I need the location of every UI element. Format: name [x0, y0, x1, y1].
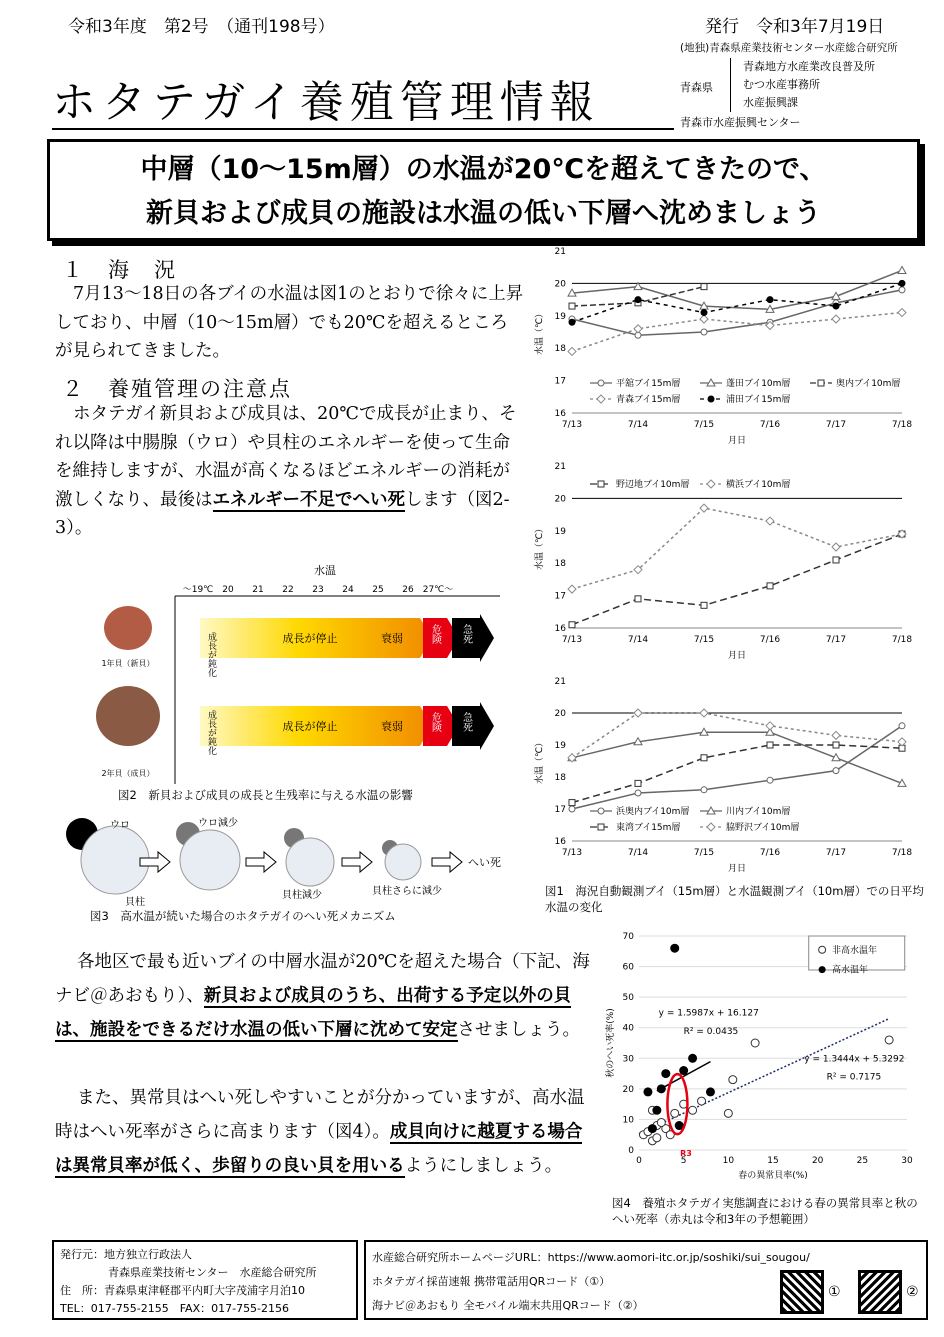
page-title: ホタテガイ養殖管理情報 [52, 77, 600, 128]
footer-links [364, 1240, 928, 1320]
x-tick-label: 7/13 [561, 848, 583, 858]
section2-heading: ２ 養殖管理の注意点 [62, 377, 292, 401]
y-tick-label: 16 [554, 837, 566, 847]
fig2-row-label: 1年貝（新貝） [101, 659, 155, 668]
data-point [818, 380, 824, 386]
qr-label-2: 海ナビ＠あおもり 全モバイル端末共用QRコード（②） [372, 1299, 644, 1312]
x-tick-label: 7/14 [627, 848, 649, 858]
fig2-weak-label: 衰弱 [381, 720, 403, 733]
title-rule [52, 128, 674, 130]
data-point [706, 1087, 715, 1096]
x-tick-label: 7/18 [891, 635, 913, 645]
series-line [572, 732, 902, 783]
fig2-scale-tick: 〜19℃ [182, 585, 214, 595]
para4-text-b: ようにしましょう。 [404, 1156, 563, 1176]
legend-label: 横浜ブイ10m層 [726, 480, 791, 490]
legend-label: 高水温年 [831, 965, 868, 976]
y-axis-label: 水温（℃） [535, 737, 545, 785]
issue-number: 令和3年度 第2号 （通刊198号） [68, 17, 335, 37]
data-point [657, 1118, 665, 1126]
y-tick-label: 70 [622, 932, 634, 942]
data-point [635, 790, 641, 796]
data-point [661, 1069, 670, 1078]
y-tick-label: 16 [554, 409, 566, 419]
fig3-label: へい死 [468, 856, 501, 869]
data-point [766, 722, 774, 730]
legend-label: 平舘ブイ15m層 [616, 379, 681, 389]
data-point [688, 1054, 697, 1063]
fig3-label: 貝柱 [125, 897, 145, 908]
org-prefecture: 青森県 [680, 81, 713, 94]
y-tick-label: 20 [554, 494, 566, 505]
arrow-icon [246, 852, 276, 872]
legend-label: 東湾ブイ15m層 [616, 823, 681, 833]
fig4-chart [605, 922, 925, 1190]
data-point [634, 325, 642, 333]
data-point [701, 329, 707, 335]
legend-label: 青森ブイ15m層 [616, 395, 681, 405]
para4 [55, 1081, 595, 1183]
y-tick-label: 30 [622, 1054, 634, 1065]
adductor-icon [81, 826, 149, 894]
para3-text-a: 各地区で最も近いブイの中層水温が20℃を超えた場合（下記、海ナビ＠あおもり）、 [55, 952, 590, 1006]
x-tick-label: 5 [680, 1156, 687, 1166]
data-point [648, 1124, 657, 1133]
fig2-stop-label: 成長が停止 [282, 632, 338, 645]
legend-label: 浦田ブイ15m層 [726, 395, 791, 405]
x-tick-label: 7/15 [693, 420, 715, 430]
data-point [708, 396, 714, 402]
x-tick-label: 7/16 [759, 635, 781, 645]
data-point [700, 315, 708, 323]
scallop-1yr-image [104, 606, 152, 650]
x-tick-label: 10 [722, 1156, 735, 1166]
data-point [671, 1109, 679, 1117]
data-point [652, 1106, 661, 1115]
section1-heading: １ 海 況 [62, 258, 177, 282]
x-tick-label: 7/17 [825, 635, 847, 645]
qr-number-1: ① [828, 1284, 841, 1300]
section1-text: 7月13〜18日の各ブイの水温は図1のとおりで徐々に上昇しており、中層（10〜15m層）でも20℃を超えるところが見られてきました。 [55, 284, 524, 361]
homepage-link[interactable]: 水産総合研究所ホームページURL：https://www.aomori-itc.or.jp/soshiki/sui_sougou/ [372, 1251, 810, 1264]
x-tick-label: 7/16 [759, 420, 781, 430]
data-point [899, 287, 905, 293]
issue-date: 発行 令和3年7月19日 [705, 17, 885, 37]
data-point [598, 481, 604, 487]
series-line [572, 726, 902, 809]
data-point [670, 944, 679, 953]
data-point [598, 380, 604, 386]
legend-label: 脇野沢ブイ10m層 [726, 823, 800, 833]
r2-normal: R² = 0.7175 [826, 1072, 882, 1083]
fig2-slow-label: 成長が鈍化 [206, 710, 216, 755]
data-point [700, 709, 708, 717]
data-point [701, 602, 707, 608]
org-item: むつ水産事務所 [743, 78, 820, 91]
data-point [700, 504, 708, 512]
headline-line2: 新貝および成貝の施設は水温の低い下層へ沈めましょう [146, 198, 821, 229]
fig1-caption: 図1 海況自動観測ブイ（15m層）と水温観測ブイ（10m層）での日平均水温の変化 [545, 884, 924, 914]
data-point [569, 319, 575, 325]
data-point [899, 280, 905, 286]
data-point [767, 297, 773, 303]
fig2-scale-tick: 20 [222, 585, 234, 595]
fig2-row-2 [96, 686, 494, 778]
legend-label: 蓬田ブイ10m層 [726, 379, 791, 389]
series-line [572, 508, 902, 589]
footer-line: 発行元：地方独立行政法人 [60, 1248, 192, 1261]
fig2-caption: 図2 新貝および成貝の成長と生残率に与える水温の影響 [118, 788, 413, 802]
y-tick-label: 10 [622, 1115, 634, 1126]
data-point [885, 1036, 893, 1044]
y-tick-label: 16 [554, 624, 566, 634]
data-point [679, 1066, 688, 1075]
fig2-scale-tick: 23 [312, 585, 324, 595]
x-axis-label: 月日 [727, 651, 747, 661]
x-tick-label: 7/18 [891, 420, 913, 430]
x-tick-label: 0 [636, 1156, 642, 1166]
fig3-caption: 図3 高水温が続いた場合のホタテガイのへい死メカニズム [90, 909, 396, 923]
x-tick-label: 7/15 [693, 635, 715, 645]
x-tick-label: 30 [901, 1156, 913, 1166]
y-tick-label: 18 [554, 773, 566, 783]
data-point [832, 315, 840, 323]
qr-label-1: ホタテガイ採苗速報 携帯電話用QRコード（①） [372, 1275, 611, 1288]
data-point [833, 768, 839, 774]
y-tick-label: 21 [554, 247, 566, 257]
data-point [707, 480, 715, 488]
x-tick-label: 7/18 [891, 848, 913, 858]
x-tick-label: 7/14 [627, 635, 649, 645]
section2-text-b: します（図2-3）。 [55, 489, 510, 538]
data-point [898, 738, 906, 746]
data-point [832, 731, 840, 739]
para4-emphasis: 成貝向けに越夏する場合は異常貝率が低く、歩留りの良い貝を用いる [55, 1122, 583, 1176]
r2-high: R² = 0.0435 [683, 1026, 739, 1037]
legend-label: 川内ブイ10m層 [726, 807, 791, 817]
x-axis-label: 月日 [727, 436, 747, 446]
fig2-scale-tick: 26 [402, 585, 414, 595]
section2-text-emphasis: エネルギー不足でへい死 [212, 489, 405, 510]
y-tick-label: 60 [622, 962, 634, 973]
fig3-label: 貝柱減少 [282, 890, 322, 901]
org-institute: (地独)青森県産業技術センター水産総合研究所 [680, 42, 898, 54]
y-tick-label: 17 [554, 591, 566, 602]
x-tick-label: 7/16 [759, 848, 781, 858]
fig2-scale [183, 585, 454, 595]
data-point [635, 780, 641, 786]
x-tick-label: 7/14 [627, 420, 649, 430]
data-point [707, 823, 715, 831]
legend-marker [819, 946, 826, 953]
legend-marker [819, 966, 826, 973]
footer-line: 青森県産業技術センター 水産総合研究所 [108, 1266, 317, 1279]
series-line [572, 713, 902, 758]
legend-label: 野辺地ブイ10m層 [616, 480, 690, 490]
x-axis-label: 春の異常貝率(%) [738, 1171, 808, 1181]
data-point [635, 596, 641, 602]
scallop-2yr-image [96, 686, 160, 746]
equation-high: y = 1.5987x + 16.127 [658, 1008, 759, 1019]
data-point [689, 1106, 697, 1114]
x-tick-label: 20 [811, 1156, 824, 1166]
y-tick-label: 17 [554, 376, 566, 387]
fig2-scale-tick: 27℃〜 [422, 585, 454, 595]
y-axis-label: 水温（℃） [535, 523, 545, 571]
data-point [898, 266, 906, 273]
y-axis-label: 水温（℃） [535, 308, 545, 356]
equation-normal: y = 1.3444x + 5.3292 [804, 1054, 905, 1065]
legend-label: 奥内ブイ10m層 [836, 379, 901, 389]
data-point [766, 517, 774, 525]
y-tick-label: 18 [554, 344, 566, 355]
x-tick-label: 7/17 [825, 420, 847, 430]
fig1-chart-2 [530, 458, 920, 673]
y-tick-label: 20 [622, 1084, 634, 1095]
fig4-caption: 図4 養殖ホタテガイ実態調査における春の異常貝率と秋のへい死率（赤丸は令和3年の予想範囲） [612, 1196, 918, 1226]
data-point [569, 806, 575, 812]
y-tick-label: 19 [554, 741, 566, 751]
fig2-danger-label: 危険 [429, 712, 441, 732]
x-tick-label: 7/13 [561, 420, 583, 430]
y-tick-label: 20 [554, 279, 566, 290]
fig1-chart-1 [530, 243, 920, 458]
qr-code-1[interactable] [780, 1270, 824, 1314]
data-point [767, 777, 773, 783]
r3-label: R3 [680, 1149, 692, 1159]
series-line [572, 313, 902, 352]
data-point [598, 808, 604, 814]
y-tick-label: 21 [554, 677, 566, 687]
arrow-icon [342, 852, 372, 872]
footer-line: TEL：017-755-2155 FAX：017-755-2156 [60, 1302, 290, 1315]
org-city: 青森市水産振興センター [680, 116, 801, 129]
org-item: 青森地方水産業改良普及所 [743, 60, 875, 73]
data-point [568, 585, 576, 593]
y-tick-label: 18 [554, 559, 566, 570]
data-point [833, 557, 839, 563]
y-tick-label: 40 [622, 1023, 634, 1034]
data-point [701, 284, 707, 290]
fig2-weak-label: 衰弱 [381, 632, 403, 645]
fig3-diagram [60, 810, 530, 910]
qr-code-2[interactable] [858, 1270, 902, 1314]
fig3-label: ウロ [110, 820, 130, 831]
data-point [729, 1076, 737, 1084]
data-point [569, 622, 575, 628]
y-tick-label: 19 [554, 526, 566, 537]
fig2-row-label: 2年貝（成貝） [101, 769, 155, 778]
org-list [730, 58, 875, 112]
arrow-icon [432, 852, 462, 872]
org-item: 水産振興課 [743, 96, 798, 109]
y-tick-label: 20 [554, 709, 566, 719]
x-axis-label: 月日 [727, 864, 747, 874]
x-tick-label: 15 [767, 1156, 779, 1166]
data-point [751, 1039, 759, 1047]
legend-label: 非高水温年 [831, 945, 877, 956]
data-point [724, 1109, 732, 1117]
fig2-scale-tick: 21 [252, 585, 264, 595]
data-point [899, 723, 905, 729]
data-point [833, 742, 839, 748]
data-point [598, 824, 604, 830]
section2-text-a: ホタテガイ新貝および成貝は、20℃で成長が止まり、それ以降は中腸腺（ウロ）や貝柱のエネルギーを使って生命を維持しますが、水温が高くなるほどエネルギーの消耗が激しくなり、最後は [55, 404, 517, 510]
para4-text-a: また、異常貝はへい死しやすいことが分かっていますが、高水温時はへい死率がさらに高まります（図4）。 [55, 1088, 585, 1142]
fig2-stop-label: 成長が停止 [282, 720, 338, 733]
x-tick-label: 7/15 [693, 848, 715, 858]
fig2-danger-label: 危険 [429, 624, 441, 644]
y-tick-label: 17 [554, 805, 566, 815]
y-tick-label: 19 [554, 311, 566, 322]
para3 [55, 945, 595, 1047]
data-point [657, 1084, 666, 1093]
data-point [701, 310, 707, 316]
legend-label: 浜奥内ブイ10m層 [616, 807, 690, 817]
data-point [568, 347, 576, 355]
data-point [767, 742, 773, 748]
fig2-title: 水温 [314, 564, 336, 577]
data-point [569, 800, 575, 806]
fig2-death-label: 急死 [460, 712, 472, 732]
para3-text-b: させましょう。 [457, 1020, 580, 1040]
fig2-row-1 [101, 606, 494, 677]
data-point [701, 755, 707, 761]
series-line [572, 534, 902, 625]
data-point [898, 309, 906, 317]
data-point [701, 787, 707, 793]
data-point [833, 303, 839, 309]
y-axis-label: 秋のへい死率(%) [606, 1008, 616, 1078]
x-tick-label: 7/17 [825, 848, 847, 858]
footer-publisher [52, 1240, 358, 1320]
data-point [832, 543, 840, 551]
y-tick-label: 0 [628, 1146, 634, 1156]
fig3-label: 貝柱さらに減少 [372, 886, 442, 897]
fig3-label: ウロ減少 [198, 818, 238, 829]
fig2-slow-label: 成長が鈍化 [206, 632, 216, 677]
series-line [572, 745, 902, 803]
data-point [767, 583, 773, 589]
fig1-chart-3 [530, 673, 920, 878]
section2-text [55, 400, 525, 543]
headline-box [47, 139, 920, 241]
footer-line: 住 所：青森県東津軽郡平内町大字茂浦字月泊10 [60, 1284, 305, 1297]
data-point [635, 297, 641, 303]
x-tick-label: 25 [856, 1156, 869, 1166]
fig2-scale-tick: 25 [372, 585, 384, 595]
data-point [597, 395, 605, 403]
para3-emphasis: 新貝および成貝のうち、出荷する予定以外の貝は、施設をできるだけ水温の低い下層に沈めて安定 [55, 986, 572, 1040]
x-tick-label: 7/13 [561, 635, 583, 645]
y-tick-label: 21 [554, 462, 566, 472]
headline-line1: 中層（10〜15m層）の水温が20℃を超えてきたので、 [140, 154, 827, 185]
y-tick-label: 50 [622, 993, 634, 1004]
qr-number-2: ② [906, 1284, 919, 1300]
fig2-scale-tick: 24 [342, 585, 354, 595]
data-point [698, 1097, 706, 1105]
fig2-death-label: 急死 [460, 624, 472, 644]
data-point [643, 1087, 652, 1096]
fig2-diagram [80, 556, 500, 784]
data-point [634, 709, 642, 717]
fig2-scale-tick: 22 [282, 585, 294, 595]
data-point [569, 303, 575, 309]
data-point [653, 1134, 661, 1142]
series-line [572, 290, 902, 335]
